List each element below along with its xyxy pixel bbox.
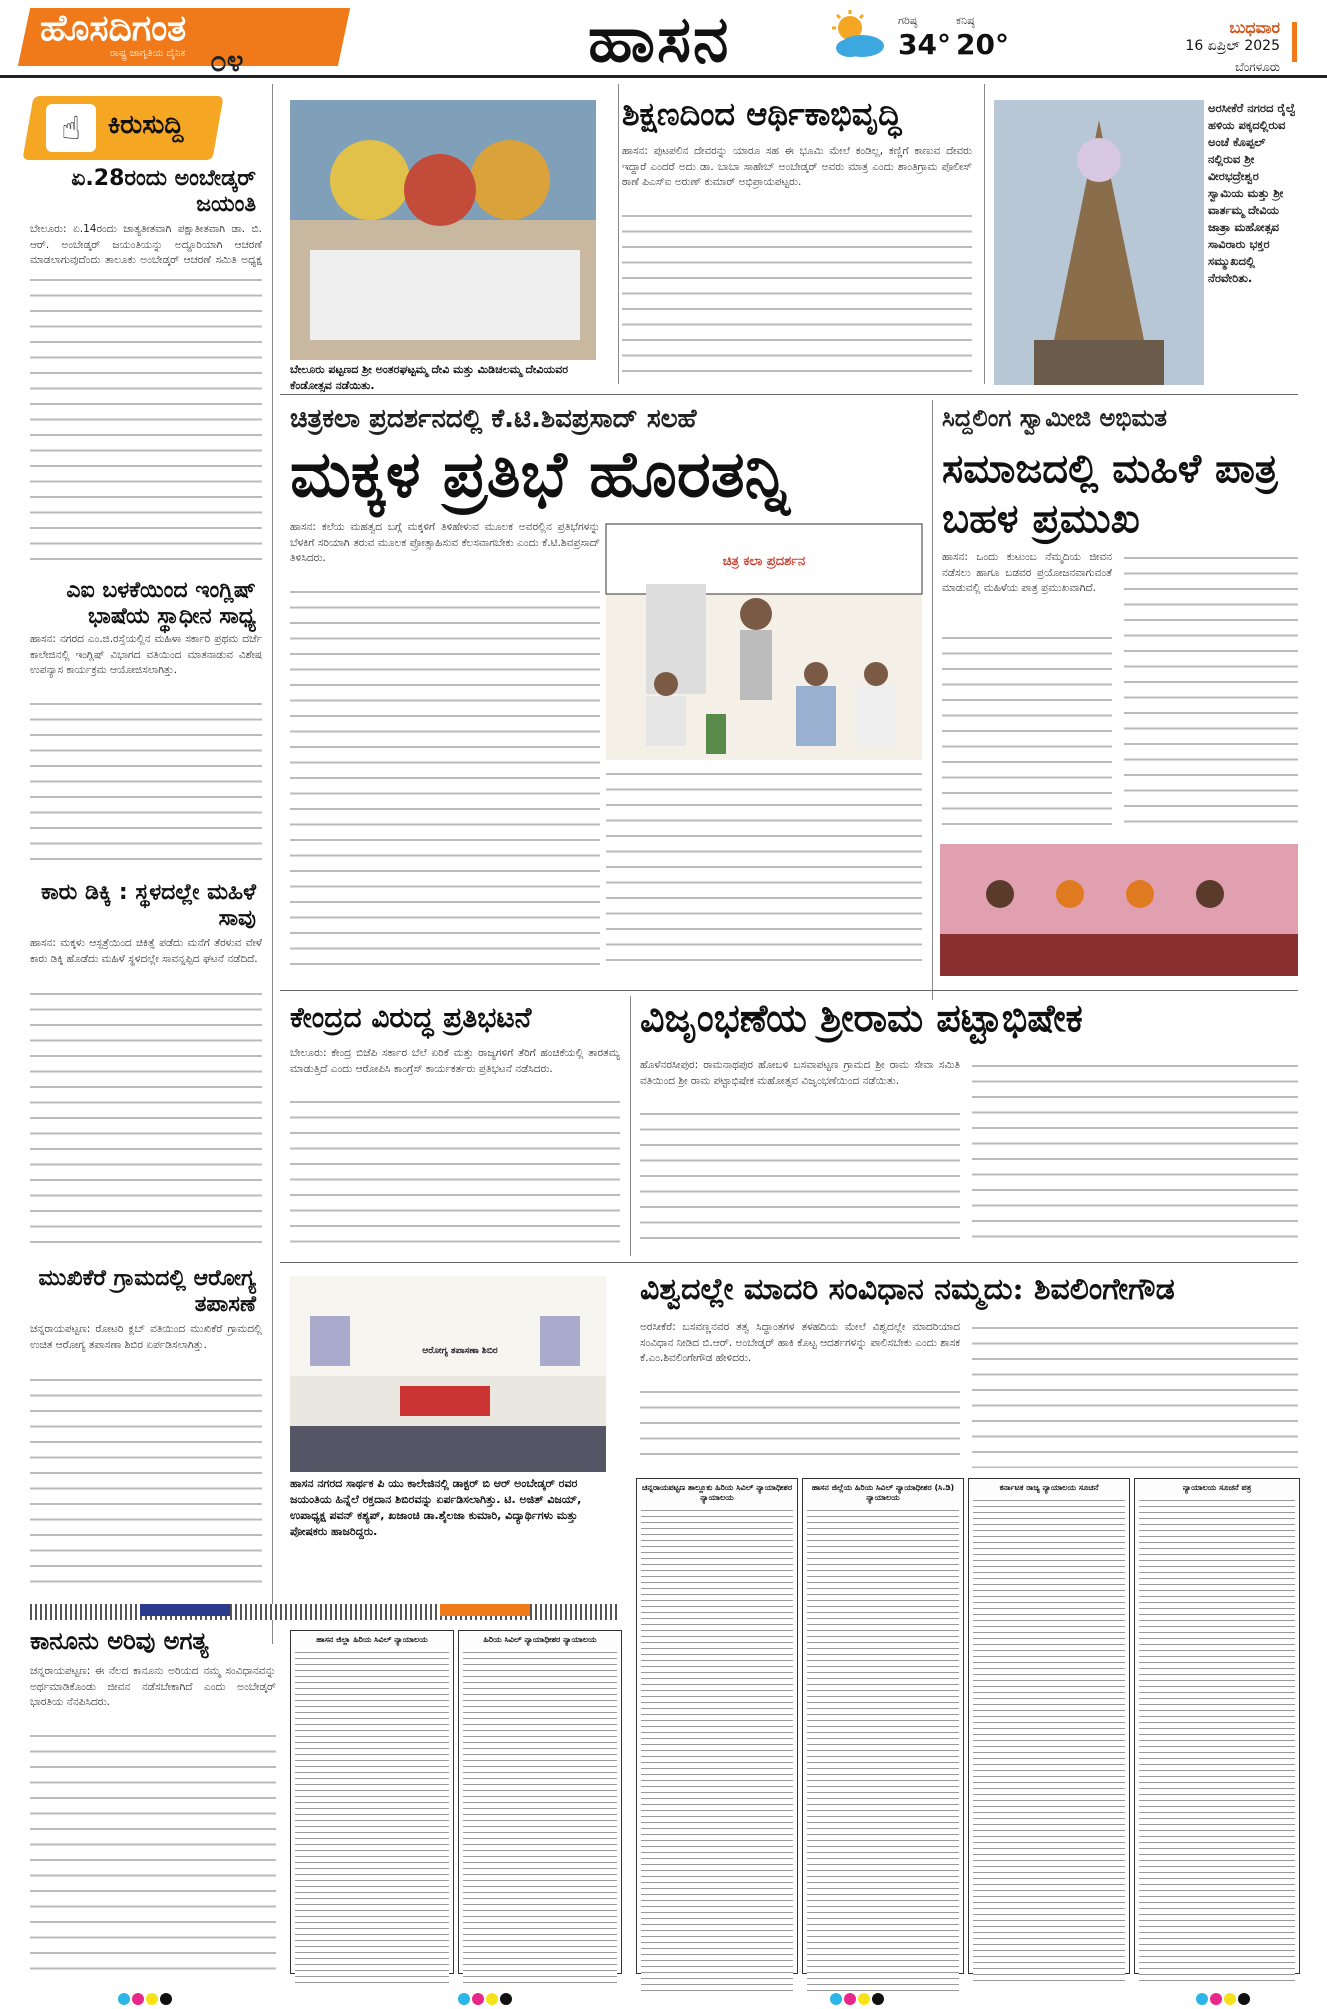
story-body — [972, 1320, 1298, 1468]
city-title: ಹಾಸನ — [588, 2, 731, 77]
registration-marks — [830, 1990, 886, 2009]
story-body — [640, 1106, 960, 1246]
blood-donation-photo — [290, 1276, 606, 1472]
brief-body — [30, 272, 262, 572]
brief-body — [30, 696, 262, 866]
legal-notice: ಕರ್ನಾಟಕ ರಾಜ್ಯ ನ್ಯಾಯಾಲಯ ಸೂಚನೆ — [968, 1478, 1130, 1974]
pointing-hand-icon: ☝ — [46, 104, 96, 152]
story-headline: ಶಿಕ್ಷಣದಿಂದ ಆರ್ಥಿಕಾಭಿವೃದ್ಧಿ — [622, 95, 902, 133]
stripe-accent — [440, 1604, 530, 1616]
legal-notice: ನ್ಯಾಯಾಲಯ ಸೂಚನೆ ಪತ್ರ — [1134, 1478, 1300, 1974]
min-temp: ಕನಿಷ್ಠ 20° — [956, 14, 1009, 61]
festival-photo-art — [290, 100, 596, 360]
photo-caption: ಬೇಲೂರು ಪಟ್ಟಣದ ಶ್ರೀ ಅಂತರಘಟ್ಟಮ್ಮ ದೇವಿ ಮತ್ತು ಮಿಡಿಚಲಮ್ಮ ದೇವಿಯವರ ಕೆಂಡೋತ್ಸವ ನಡೆಯಿತು. — [290, 363, 569, 392]
column-rule — [618, 84, 619, 384]
brief-lead: ಚನ್ನರಾಯಪಟ್ಟಣ: ಈ ನೆಲದ ಕಾನೂನು ಅರಿಯದ ನಮ್ಮ ಸಂವಿಧಾನವನ್ನು ಅರ್ಥಮಾಡಿಕೊಂಡು ಜೀವನ ನಡೆಸಬೇಕಾಗಿದೆ ಎಂದು ಅಂಬೇಡ್ಕರ್ ಭಾರತಿಯ ನೆನಪಿಸಿದರು. — [30, 1665, 276, 1708]
brief-body — [30, 1372, 262, 1588]
main-headline: ಮಕ್ಕಳ ಪ್ರತಿಭೆ ಹೊರತನ್ನಿ — [290, 437, 789, 512]
legal-notice: ಹಾಸನ ಜಿಲ್ಲೆಯ ಹಿರಿಯ ಸಿವಿಲ್ ನ್ಯಾಯಾಧೀಶರ (ಸಿ.ಡಿ) ನ್ಯಾಯಾಲಯ — [802, 1478, 964, 1974]
registration-marks — [1196, 1990, 1252, 2009]
story-lead: ಅರಸೀಕೆರೆ: ಬಸವಣ್ಣನವರ ತತ್ವ ಸಿದ್ಧಾಂತಗಳ ತಳಹದಿಯ ಮೇಲೆ ವಿಶ್ವದಲ್ಲೇ ಮಾದರಿಯಾದ ಸಂವಿಧಾನ ನೀಡಿದ ಬಿ.ಆರ್. ಅಂಬೇಡ್ಕರ್ ಹಾಕಿ ಕೊಟ್ಟ ಆದರ್ಶಗಳನ್ನು ಪಾಲಿಸಬೇಕು ಎಂದು ಶಾಸಕ ಕೆ.ಎಂ.ಶಿವಲಿಂಗೇಗೌಡ ಹೇಳಿದರು. — [640, 1321, 960, 1364]
brief-lead: ಚನ್ನರಾಯಪಟ್ಟಣ: ರೋಟರಿ ಕ್ಲಬ್ ವತಿಯಿಂದ ಮುಖಿಕೆರೆ ಗ್ರಾಮದಲ್ಲಿ ಉಚಿತ ಆರೋಗ್ಯ ತಪಾಸಣಾ ಶಿಬಿರ ಏರ್ಪಡಿಸಲಾಗಿತ್ತು. — [30, 1323, 262, 1351]
brief-headline: ಎಐ ಬಳಕೆಯಿಂದ ಇಂಗ್ಲಿಷ್ ಭಾಷೆಯ ಸ್ಥಾಧೀನ ಸಾಧ್ಯ — [66, 578, 256, 629]
registration-marks — [118, 1990, 174, 2009]
edition-number: ೦೪ — [210, 44, 244, 79]
section-rule — [280, 1262, 1298, 1263]
brief-headline: ಕಾರು ಡಿಕ್ಕಿ : ಸ್ಥಳದಲ್ಲೇ ಮಹಿಳೆ ಸಾವು — [41, 880, 256, 931]
section-rule — [280, 990, 1298, 991]
women-event-photo — [940, 844, 1298, 976]
brief-headline: ಏ.28ರಂದು ಅಂಬೇಡ್ಕರ್ ಜಯಂತಿ — [71, 166, 256, 217]
date-box: ಬುಧವಾರ 16 ಏಪ್ರಿಲ್ 2025 ಬೆಂಗಳೂರು — [1185, 18, 1280, 74]
column-rule — [630, 996, 631, 1256]
banner-text: ಆರೋಗ್ಯ ತಪಾಸಣಾ ಶಿಬಿರ — [422, 1346, 498, 1356]
section-rule — [280, 394, 1298, 395]
story-body — [640, 1384, 960, 1468]
brief-body — [30, 1728, 276, 1978]
story-body — [1124, 550, 1298, 830]
brand-tagline: ರಾಷ್ಟ್ರ ಜಾಗೃತಿಯ ದೈನಿಕ — [110, 48, 186, 59]
brief-lead: ಹಾಸನ: ನಗರದ ಎಂ.ಜಿ.ರಸ್ತೆಯಲ್ಲಿನ ಮಹಿಳಾ ಸರ್ಕಾರಿ ಪ್ರಥಮ ದರ್ಜೆ ಕಾಲೇಜಿನಲ್ಲಿ ಇಂಗ್ಲಿಷ್ ವಿಭಾಗದ ವತಿಯಿಂದ ಮಾತನಾಡುವ ವಿಶೇಷ ಉಪನ್ಯಾಸ ಕಾರ್ಯಕ್ರಮ ಆಯೋಜಿಸಲಾಗಿತ್ತು. — [30, 633, 262, 676]
story-lead: ಹಾಸನ: ಕಲೆಯ ಮಹತ್ವದ ಬಗ್ಗೆ ಮಕ್ಕಳಿಗೆ ತಿಳಿಹೇಳುವ ಮೂಲಕ ಅವರಲ್ಲಿನ ಪ್ರತಿಭೆಗಳನ್ನು ಬೆಳಕಿಗೆ ಸರಿಯಾಗಿ ತರುವ ಮೂಲಕ ಪ್ರೋತ್ಸಾಹಿಸುವ ಕೆಲಸವಾಗಬೇಕು ಎಂದು ಕೆ.ಟಿ.ಶಿವಪ್ರಸಾದ್ ತಿಳಿಸಿದರು. — [290, 521, 600, 564]
weather-sun-cloud-icon — [828, 10, 888, 60]
story-lead: ಹಾಸನ: ಪುಟಪಲಿನ ದೇವರನ್ನು ಯಾರೂ ಸಹ ಈ ಭೂಮಿ ಮೇಲೆ ಕಂಡಿಲ್ಲ, ಕಣ್ಣಿಗೆ ಕಾಣುವ ದೇವರು ಇದ್ದಾರೆ ಎಂದರೆ ಅದು ಡಾ. ಬಾಬಾ ಸಾಹೇಬ್ ಅಂಬೇಡ್ಕರ್ ಅವರು ಮಾತ್ರ ಎಂದು ಶಾಂತಿಗ್ರಾಮ ಪೊಲೀಸ್ ಠಾಣೆ ಪಿಎಸ್‌ಐ ಅರುಣ್ ಕುಮಾರ್ ಅಭಿಪ್ರಾಯಪಟ್ಟರು. — [622, 145, 972, 188]
women-event-photo-art — [940, 844, 1298, 976]
story-body — [606, 766, 922, 974]
legal-notice: ಚನ್ನರಾಯಪಟ್ಟಣ ತಾಲ್ಲೂಕು ಹಿರಿಯ ಸಿವಿಲ್ ನ್ಯಾಯಾಧೀಶರ ನ್ಯಾಯಾಲಯ — [636, 1478, 798, 1974]
jatra-photo — [994, 100, 1204, 385]
banner-text: ಚಿತ್ರ ಕಲಾ ಪ್ರದರ್ಶನ — [722, 554, 806, 569]
festival-photo — [290, 100, 596, 360]
photo-caption: ಹಾಸನ ನಗರದ ಸಾರ್ಥಕ ಪಿ ಯು ಕಾಲೇಜಿನಲ್ಲಿ ಡಾಕ್ಟರ್ ಬಿ ಆರ್ ಅಂಬೇಡ್ಕರ್ ರವರ ಜಯಂತಿಯ ಹಿನ್ನೆಲೆ ರಕ್ತದಾನ ಶಿಬಿರವನ್ನು ಏರ್ಪಡಿಸಲಾಗಿತ್ತು. ಟಿ. ಅಜಿತ್ ವಿಜಯ್, ಉಪಾಧ್ಯಕ್ಷ ಪವನ್ ಕಶ್ಯಪ್, ಖಜಾಂಚಿ ಡಾ.ಶೈಲಜಾ ಕುಮಾರಿ, ವಿದ್ಯಾರ್ಥಿಗಳು ಮತ್ತು ಪೋಷಕರು ಹಾಜರಿದ್ದರು. — [290, 1477, 582, 1538]
side-photo-caption: ಅರಸೀಕೆರೆ ನಗರದ ರೈಲ್ವೆ ಹಳಿಯ ಪಕ್ಕದಲ್ಲಿರುವ ಅಂಚೆ ಕೊಪ್ಪಲ್ ನಲ್ಲಿರುವ ಶ್ರೀ ವೀರಭದ್ರೇಶ್ವರ ಸ್ವಾಮಿಯ ಮತ್ತು ಶ್ರೀ ವಾರ್ತಮ್ಮ ದೇವಿಯ ಜಾತ್ರಾ ಮಹೋತ್ಸವ ಸಾವಿರಾರು ಭಕ್ತರ ಸಮ್ಮುಖದಲ್ಲಿ ನೆರವೇರಿತು. — [1208, 101, 1296, 285]
kirusuddi-label: ಕಿರುಸುದ್ದಿ — [108, 110, 184, 140]
blood-donation-photo-art — [290, 1276, 606, 1472]
story-body — [942, 630, 1112, 830]
column-rule — [984, 84, 985, 384]
story-kicker: ಚಿತ್ರಕಲಾ ಪ್ರದರ್ಶನದಲ್ಲಿ ಕೆ.ಟಿ.ಶಿವಪ್ರಸಾದ್ ಸಲಹೆ — [290, 404, 697, 434]
story-body — [622, 208, 972, 378]
story-lead: ಹಾಸನ: ಒಂದು ಕುಟುಂಬ ನೆಮ್ಮದಿಯ ಜೀವನ ನಡೆಸಲು ಹಾಗೂ ಬಡವರ ಪ್ರಯೋಜನವಾಗುವಂತೆ ಮಾಡುವಲ್ಲಿ ಮಹಿಳೆಯ ಪಾತ್ರ ಪ್ರಮುಖವಾಗಿದೆ. — [942, 551, 1112, 594]
brief-headline: ಕಾನೂನು ಅರಿವು ಅಗತ್ಯ — [30, 1627, 209, 1655]
brief-headline: ಮುಖಿಕೆರೆ ಗ್ರಾಮದಲ್ಲಿ ಆರೋಗ್ಯ ತಪಾಸಣೆ — [38, 1266, 256, 1317]
story-headline: ಕೇಂದ್ರದ ವಿರುದ್ಧ ಪ್ರತಿಭಟನೆ — [290, 1001, 532, 1034]
max-temp: ಗರಿಷ್ಠ 34° — [898, 14, 951, 61]
story-body — [290, 1094, 620, 1244]
story-headline: ವಿಜೃಂಭಣೆಯ ಶ್ರೀರಾಮ ಪಟ್ಟಾಭಿಷೇಕ — [640, 995, 1083, 1040]
story-headline: ವಿಶ್ವದಲ್ಲೇ ಮಾದರಿ ಸಂವಿಧಾನ ನಮ್ಮದು: ಶಿವಲಿಂಗೇಗೌಡ — [640, 1272, 1175, 1307]
brief-body — [30, 986, 262, 1256]
legal-notice: ಹಾಸನ ಜಿಲ್ಲಾ ಹಿರಿಯ ಸಿವಿಲ್ ನ್ಯಾಯಾಲಯ — [290, 1630, 454, 1974]
column-rule — [272, 84, 273, 1644]
stripe-accent — [140, 1604, 230, 1616]
legal-notice: ಹಿರಿಯ ಸಿವಿಲ್ ನ್ಯಾಯಾಧೀಶರ ನ್ಯಾಯಾಲಯ — [458, 1630, 622, 1974]
section-stripe — [30, 1604, 620, 1620]
story-lead: ಹೊಳೆನರಸೀಪುರ: ರಾಮನಾಥಪುರ ಹೋಬಳಿ ಬಸವಾಪಟ್ಟಣ ಗ್ರಾಮದ ಶ್ರೀ ರಾಮ ಸೇವಾ ಸಮಿತಿ ವತಿಯಿಂದ ಶ್ರೀ ರಾಮ ಪಟ್ಟಾಭಿಷೇಕ ಮಹೋತ್ಸವ ವಿಜೃಂಭಣೆಯಿಂದ ನಡೆಯಿತು. — [640, 1059, 960, 1087]
exhibition-photo — [606, 524, 922, 760]
story-kicker: ಸಿದ್ದಲಿಂಗ ಸ್ವಾಮೀಜಿ ಅಭಿಮತ — [942, 404, 1168, 432]
column-rule — [932, 400, 933, 1000]
story-lead: ಬೇಲೂರು: ಕೇಂದ್ರ ಬಿಜೆಪಿ ಸರ್ಕಾರ ಬೆಲೆ ಏರಿಕೆ ಮತ್ತು ರಾಜ್ಯಗಳಿಗೆ ತೆರಿಗೆ ಹಂಚಿಕೆಯಲ್ಲಿ ತಾರತಮ್ಯ ಮಾಡುತ್ತಿದೆ ಎಂದು ಆರೋಪಿಸಿ ಕಾಂಗ್ರೆಸ್ ಕಾರ್ಯಕರ್ತರು ಪ್ರತಿಭಟನೆ ನಡೆಸಿದರು. — [290, 1047, 620, 1075]
jatra-photo-art — [994, 100, 1204, 385]
brief-lead: ಬೇಲೂರು: ಏ.14ರಂದು ಜಾತ್ಯತೀತವಾಗಿ ಪಕ್ಷಾತೀತವಾಗಿ ಡಾ. ಬಿ. ಆರ್. ಅಂಬೇಡ್ಕರ್ ಜಯಂತಿಯನ್ನು ಅದ್ದೂರಿಯಾಗಿ ಆಚರಣೆ ಮಾಡಲಾಗುವುದೆಂದು ತಾಲೂಕು ಅಂಬೇಡ್ಕರ್ ಆಚರಣೆ ಸಮಿತಿ ಅಧ್ಯಕ್ಷ — [30, 223, 262, 266]
story-headline: ಸಮಾಜದಲ್ಲಿ ಮಹಿಳೆ ಪಾತ್ರ ಬಹಳ ಪ್ರಮುಖ — [942, 445, 1278, 542]
registration-marks — [458, 1990, 514, 2009]
brand-logo: ಹೊಸದಿಗಂತ — [40, 8, 187, 49]
story-body — [972, 1058, 1298, 1246]
brief-lead: ಹಾಸನ: ಮಕ್ಕಳು ಆಸ್ಪತ್ರೆಯಿಂದ ಚಿಕಿತ್ಸೆ ಪಡೆದು ಮನೆಗೆ ತೆರಳುವ ವೇಳೆ ಕಾರು ಡಿಕ್ಕಿ ಹೊಡೆದು ಮಹಿಳೆ ಸ್ಥಳದಲ್ಲೇ ಸಾವನ್ನಪ್ಪಿದ ಘಟನೆ ನಡೆದಿದೆ. — [30, 937, 262, 965]
story-body — [290, 584, 600, 974]
accent-bar — [1292, 22, 1297, 62]
